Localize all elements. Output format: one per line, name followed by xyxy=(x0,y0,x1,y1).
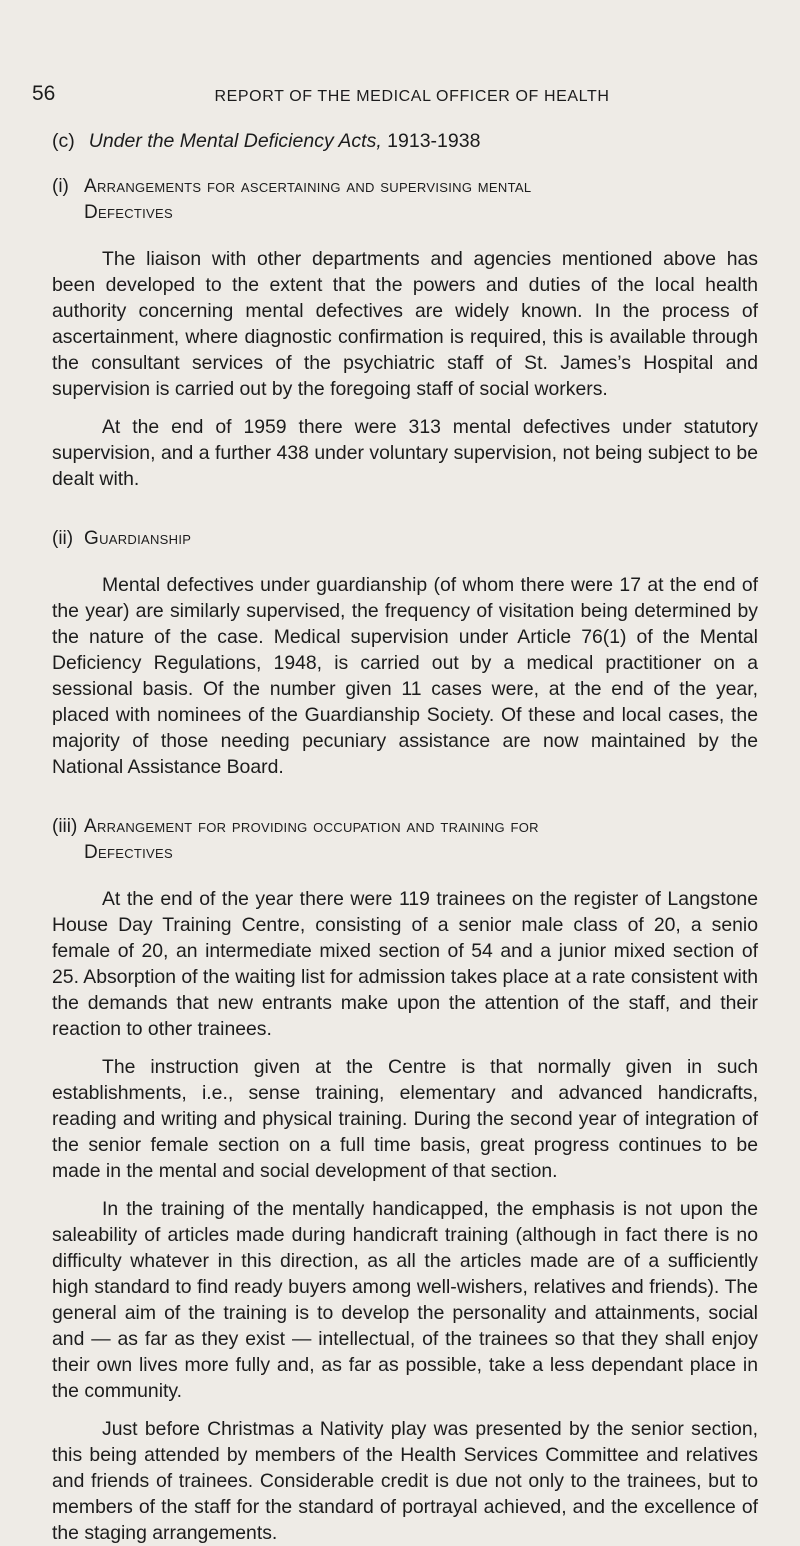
page-number: 56 xyxy=(32,82,56,105)
section-number: (ii) xyxy=(52,528,74,549)
section-title xyxy=(84,814,539,866)
section-c-heading xyxy=(52,128,758,154)
section-c-title: Under the Mental Deficiency Acts, xyxy=(88,130,382,152)
paragraph: The liaison with other departments and agencies mentioned above has been developed to the extent that the powers and duties of the local health authority concerning mental defectives are widely known. In the process of ascertainment, where diagnostic confirmation is required, this is available through the consultant services of the psychiatric staff of St. James’s Hospital and supervision is carried out by the foregoing staff of social workers. xyxy=(52,248,758,400)
section-heading-ii xyxy=(52,526,758,552)
paragraph: Mental defectives under guardianship (of whom there were 17 at the end of the year) are similarly supervised, the frequency of visitation being determined by the nature of the case. Medical supervision under Article 76(1) of the Mental Deficiency Regulations, 1948, is carried out by a medical practitioner on a sessional basis. Of the number given 11 cases were, at the end of the year, placed with nominees of the Guardianship Society. Of these and local cases, the majority of those needing pecuniary assistance are now maintained by the National Assistance Board. xyxy=(52,574,758,778)
section-c-years: 1913-1938 xyxy=(387,130,481,152)
paragraph: The instruction given at the Centre is that normally given in such establishments, i.e., sense training, elementary and advanced handicrafts, reading and writing and physical training. During the second year of integration of the senior female section on a full time basis, great progress continues to be made in the mental and social development of that section. xyxy=(52,1056,758,1182)
section-number: (iii) xyxy=(52,816,78,837)
page-header xyxy=(32,82,772,116)
section-title-line1: Arrangement for providing occupation and training for xyxy=(84,816,539,837)
section-number: (i) xyxy=(52,176,69,197)
section-c-label: (c) xyxy=(52,130,75,152)
paragraph: At the end of 1959 there were 313 mental defectives under statutory supervision, and a further 438 under voluntary supervision, not being subject to be dealt with. xyxy=(52,416,758,490)
section-title xyxy=(84,174,531,226)
paragraph: Just before Christmas a Nativity play was presented by the senior section, this being attended by members of the Health Services Committee and relatives and friends of trainees. Considerable credit is due not only to the trainees, but to members of the staff for the standard of portrayal achieved, and the excellence of the staging arrangements. xyxy=(52,1418,758,1544)
section-heading-iii xyxy=(52,814,758,866)
paragraph: At the end of the year there were 119 trainees on the register of Langstone House Day Training Centre, consisting of a senior male class of 20, a senio female of 20, an intermediate mixed section of 54 and a junior mixed section of 25. Absorption of the waiting list for admission takes place at a rate consistent with the demands that new entrants make upon the attention of the staff, and their reaction to other trainees. xyxy=(52,888,758,1040)
section-title-line2: Defectives xyxy=(84,842,173,863)
section-heading-i xyxy=(52,174,758,226)
document-body xyxy=(52,128,758,1546)
section-title-line2: Defectives xyxy=(84,202,173,223)
running-title: REPORT OF THE MEDICAL OFFICER OF HEALTH xyxy=(214,88,610,105)
paragraph: In the training of the mentally handicapped, the emphasis is not upon the saleability of articles made during handicraft training (although in fact there is no difficulty whatever in this direction, as all the articles made are of a sufficiently high standard to find ready buyers among well-wishers, relatives and friends). The general aim of the training is to develop the personality and attainments, social and — as far as they exist — intellectual, of the trainees so that they shall enjoy their own lives more fully and, as far as possible, take a less dependant place in the community. xyxy=(52,1198,758,1402)
section-title: Guardianship xyxy=(84,528,192,549)
section-title-line1: Arrangements for ascertaining and supervising mental xyxy=(84,176,532,197)
